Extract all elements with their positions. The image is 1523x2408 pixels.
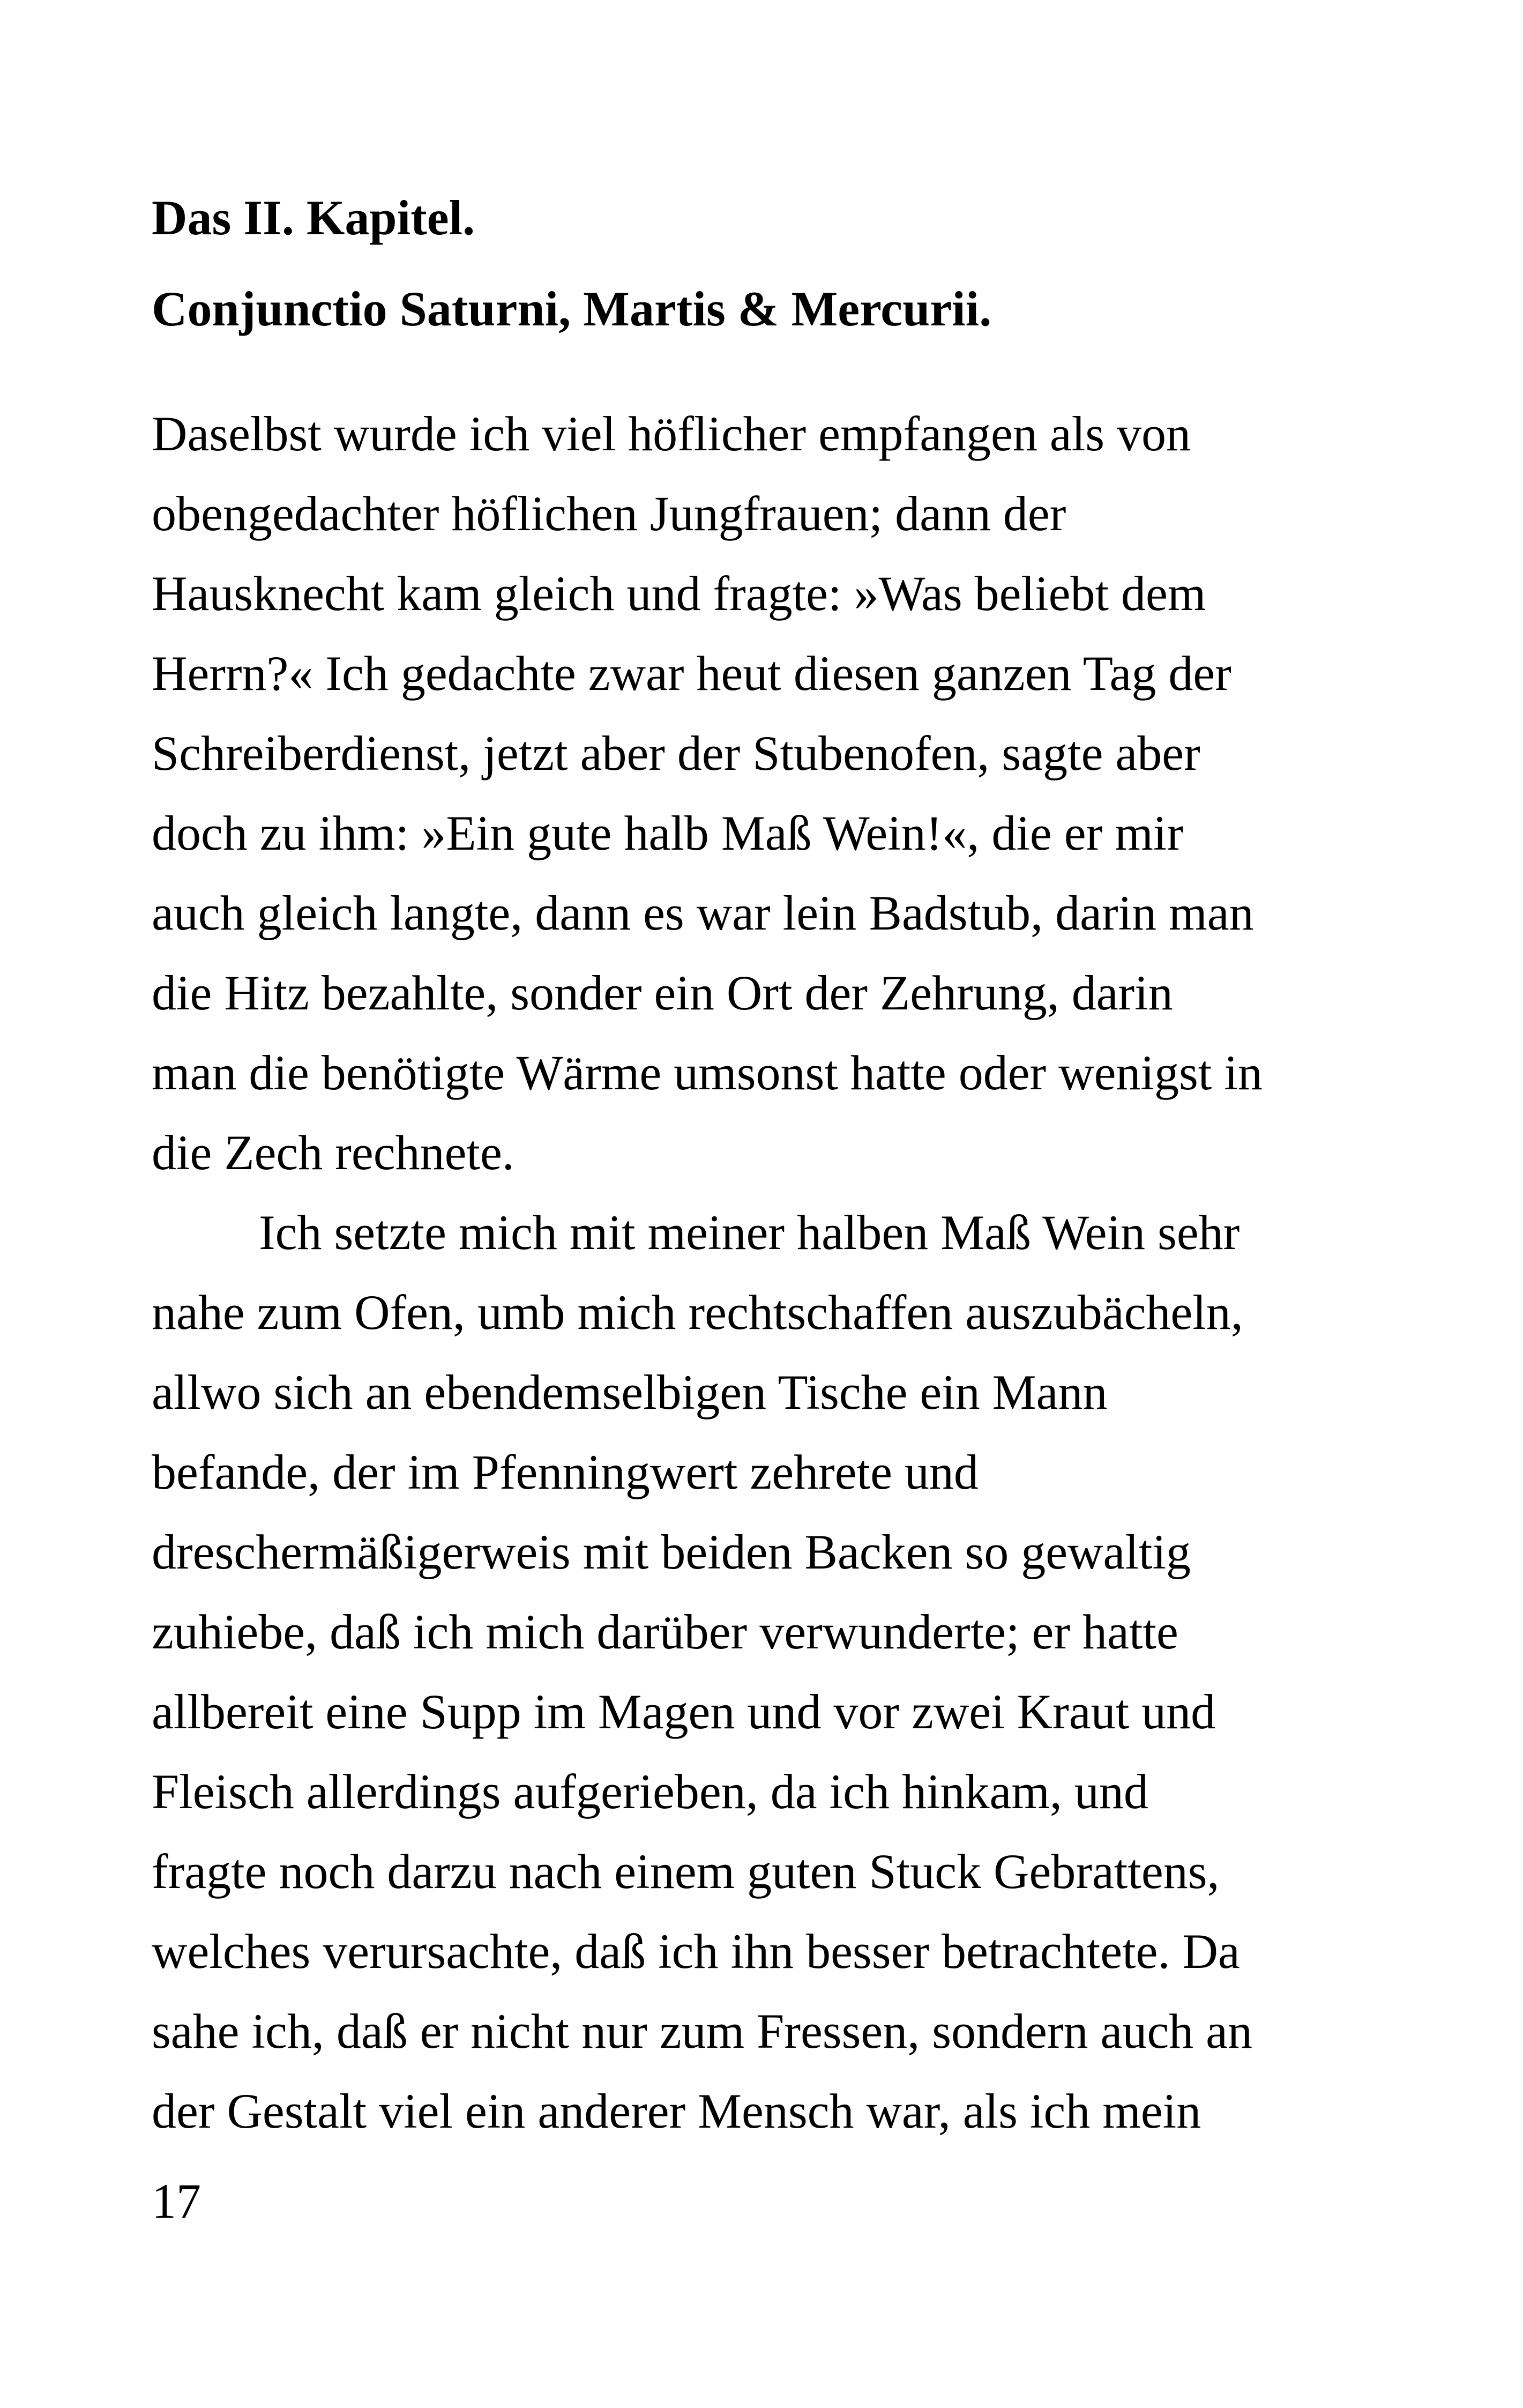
text-line: Fleisch allerdings aufgerieben, da ich hinkam, und [152, 1764, 1148, 1819]
text-line: befande, der im Pfenningwert zehrete und [152, 1445, 979, 1499]
text-line: doch zu ihm: »Ein gute halb Maß Wein!«, die er mir [152, 806, 1183, 860]
text-line: dreschermäßigerweis mit beiden Backen so gewaltig [152, 1525, 1191, 1579]
text-line: Daselbst wurde ich viel höflicher empfangen als von [152, 406, 1191, 461]
text-line: die Hitz bezahlte, sonder ein Ort der Zehrung, darin [152, 965, 1173, 1020]
text-line: der Gestalt viel ein anderer Mensch war, als ich mein [152, 2084, 1201, 2138]
text-line: nahe zum Ofen, umb mich rechtschaffen auszubächeln, [152, 1285, 1243, 1340]
body-text [152, 394, 1373, 2151]
text-line: sahe ich, daß er nicht nur zum Fressen, sondern auch an [152, 2004, 1253, 2058]
text-line: zuhiebe, daß ich mich darüber verwunderte; er hatte [152, 1604, 1178, 1659]
text-line: allwo sich an ebendemselbigen Tische ein Mann [152, 1365, 1108, 1419]
chapter-title-heading: Conjunctio Saturni, Martis & Mercurii. [152, 281, 992, 336]
text-line: welches verursachte, daß ich ihn besser betrachtete. Da [152, 1924, 1240, 1979]
text-line: Schreiberdienst, jetzt aber der Stubenofen, sagte aber [152, 726, 1200, 781]
text-line: man die benötigte Wärme umsonst hatte oder wenigst in [152, 1045, 1263, 1100]
text-line: auch gleich langte, dann es war lein Badstub, darin man [152, 886, 1254, 940]
chapter-number-heading: Das II. Kapitel. [152, 190, 475, 245]
page-number: 17 [152, 2174, 201, 2228]
text-line: Hausknecht kam gleich und fragte: »Was beliebt dem [152, 566, 1206, 621]
text-line: die Zech rechnete. [152, 1125, 514, 1180]
text-line: Herrn?« Ich gedachte zwar heut diesen ganzen Tag der [152, 646, 1231, 701]
text-line: allbereit eine Supp im Magen und vor zwei Kraut und [152, 1684, 1216, 1739]
text-line: Ich setzte mich mit meiner halben Maß Wein sehr [259, 1205, 1240, 1260]
text-line: fragte noch darzu nach einem guten Stuck Gebrattens, [152, 1844, 1220, 1899]
text-line: obengedachter höflichen Jungfrauen; dann der [152, 486, 1066, 541]
